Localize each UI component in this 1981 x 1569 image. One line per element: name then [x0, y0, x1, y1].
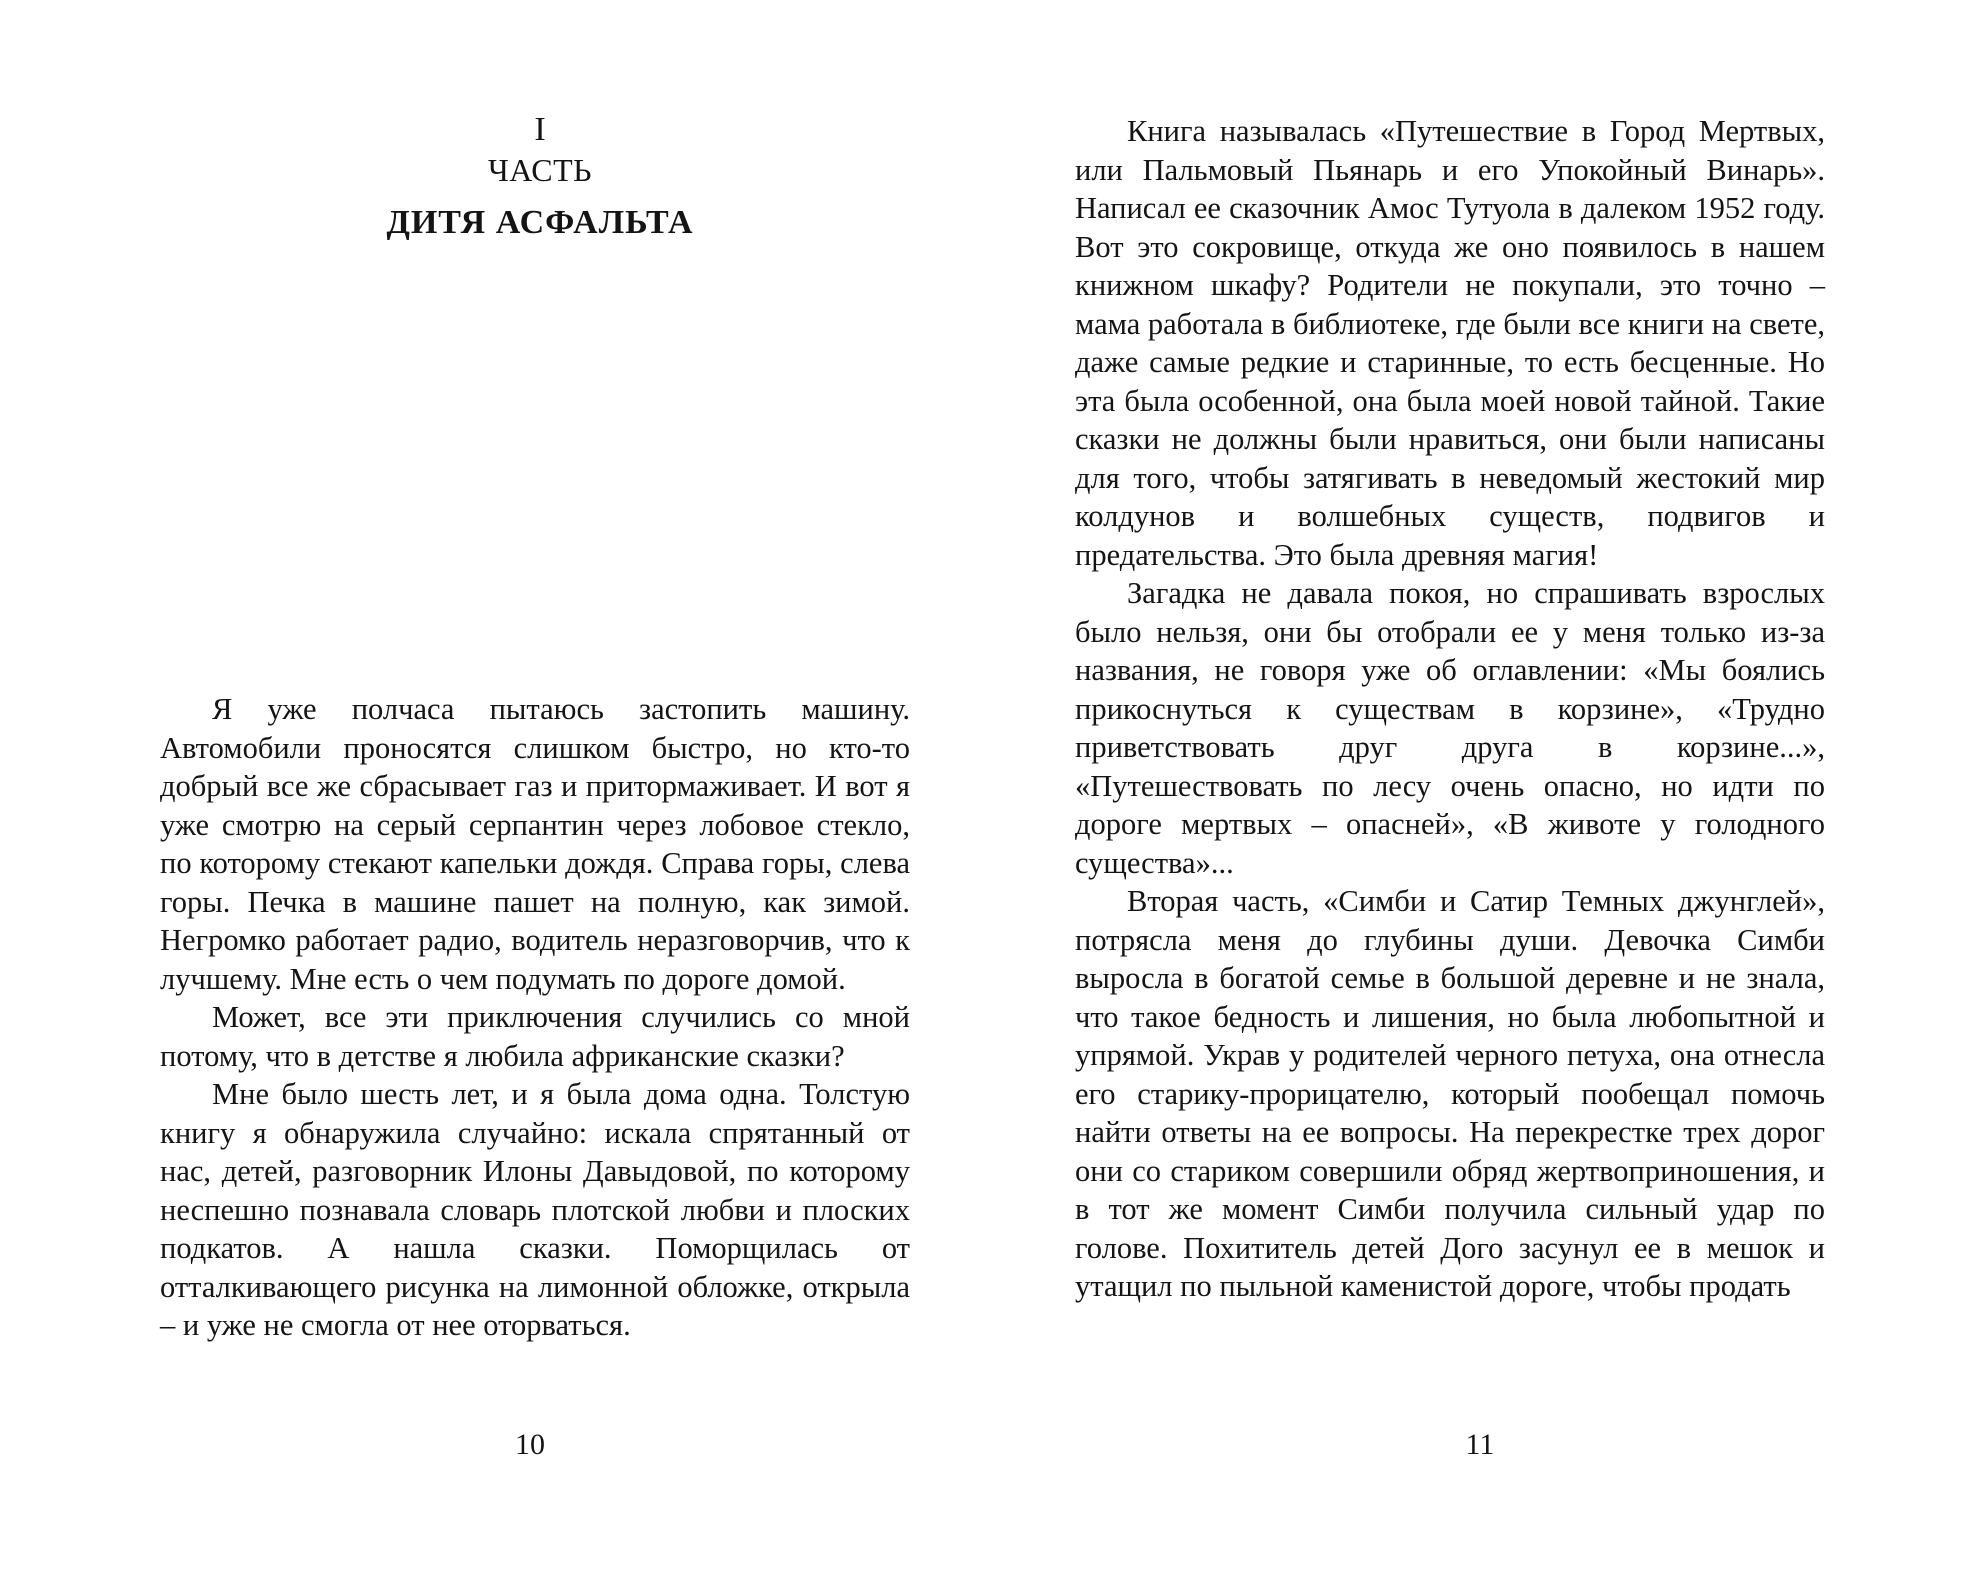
chapter-numeral: I	[534, 111, 546, 148]
right-page	[1075, 0, 1825, 1569]
right-page-text	[1075, 112, 1825, 1306]
paragraph: Книга называлась «Путешествие в Город Мертвых, или Пальмовый Пьянарь и его Упокойный Винарь». Написал ее сказочник Амос Тутуола в далеком 1952 году. Вот это сокровище, откуда же оно появилось в нашем книжном шкафу? Родители не покупали, это точно – мама работала в библиотеке, где были все книги на свете, даже самые редкие и старинные, то есть бесценные. Но эта была особенной, она была моей новой тайной. Такие сказки не должны были нравиться, они были написаны для того, чтобы затягивать в неведомый жестокий мир колдунов и волшебных существ, подвигов и предательства. Это была древняя магия!	[1075, 114, 1825, 572]
paragraph: Вторая часть, «Симби и Сатир Темных джунглей», потрясла меня до глубины души. Девочка Симби выросла в богатой семье в большой деревне и не знала, что такое бедность и лишения, но была любопытной и упрямой. Украв у родителей черного петуха, она отнесла его старику-прорицателю, который пообещал помочь найти ответы на ее вопросы. На перекрестке трех дорог они со стариком совершили обряд жертвоприношения, и в тот же момент Симби получила сильный удар по голове. Похититель детей Дого засунул ее в мешок и утащил по пыльной каменистой дороге, чтобы продать	[1075, 884, 1825, 1303]
paragraph: Загадка не давала покоя, но спрашивать взрослых было нельзя, они бы отобрали ее у меня только из-за названия, не говоря уже об оглавлении: «Мы боялись прикоснуться к существам в корзине», «Трудно приветствовать друг друга в корзине...», «Путешествовать по лесу очень опасно, но идти по дороге мертвых – опасней», «В животе у голодного существа»...	[1075, 576, 1825, 880]
paragraph: Может, все эти приключения случились со мной потому, что в детстве я любила африканские сказки?	[160, 1000, 910, 1073]
paragraph: Мне было шесть лет, и я была дома одна. Толстую книгу я обнаружила случайно: искала спрятанный от нас, детей, разговорник Илоны Давыдовой, по которому неспешно познавала словарь плотской любви и плоских подкатов. А нашла сказки. Поморщилась от отталкивающего рисунка на лимонной обложке, открыла – и уже не смогла от нее оторваться.	[160, 1077, 910, 1342]
page-number: 10	[515, 1428, 545, 1461]
left-page-text	[160, 690, 910, 1345]
chapter-part-label: ЧАСТЬ	[487, 152, 593, 188]
paragraph: Я уже полчаса пытаюсь застопить машину. Автомобили проносятся слишком быстро, но кто-то добрый все же сбрасывает газ и притормаживает. И вот я уже смотрю на серый серпантин через лобовое стекло, по которому стекают капельки дождя. Справа горы, слева горы. Печка в машине пашет на полную, как зимой. Негромко работает радио, водитель неразговорчив, что к лучшему. Мне есть о чем подумать по дороге домой.	[160, 692, 910, 996]
left-page	[160, 0, 910, 1569]
page-number: 11	[1465, 1428, 1495, 1461]
chapter-title: ДИТЯ АСФАЛЬТА	[386, 204, 694, 241]
